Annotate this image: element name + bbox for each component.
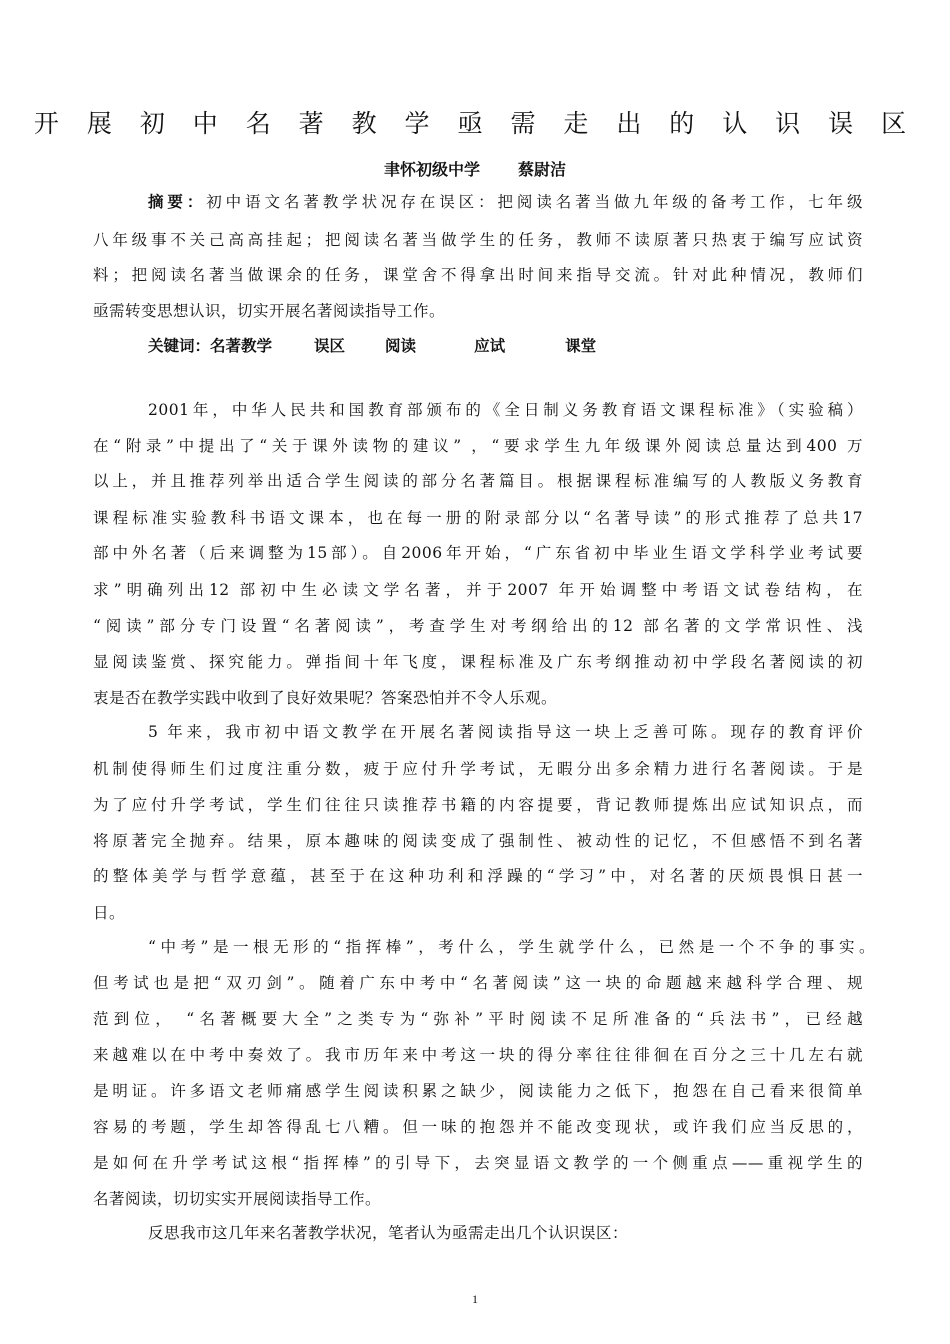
abstract-text: 初中语文名著教学状况存在误区：把阅读名著当做九年级的备考工作，七年级 [206, 193, 863, 211]
abstract-line [148, 192, 863, 212]
author-line [0, 157, 950, 180]
keyword: 课堂 [565, 337, 597, 355]
keyword: 应试 [474, 337, 506, 355]
body-line: 是如何在升学考试这根“指挥棒”的引导下，去突显语文教学的一个侧重点——重视学生的 [93, 1154, 863, 1172]
keyword: 误区 [314, 337, 346, 355]
body-line: 衷是否在教学实践中收到了良好效果呢？答案恐怕并不令人乐观。 [93, 689, 558, 707]
body-line: 是明证。许多语文老师痛感学生阅读积累之缺少，阅读能力之低下，抱怨在自己看来很简单 [93, 1082, 863, 1100]
keyword: 阅读 [385, 337, 417, 355]
body-line: 将原著完全抛弃。结果，原本趣味的阅读变成了强制性、被动性的记忆，不但感悟不到名著 [93, 832, 863, 850]
page-number: 1 [472, 1292, 478, 1306]
keyword: 名著教学 [210, 337, 273, 355]
author-school: 聿怀初级中学 [383, 160, 480, 179]
body-line: 容易的考题，学生却答得乱七八糟。但一味的抱怨并不能改变现状，或许我们应当反思的， [93, 1118, 863, 1136]
body-line: “中考”是一根无形的“指挥棒”，考什么，学生就学什么，已然是一个不争的事实。 [148, 938, 875, 956]
keywords-line [148, 334, 596, 356]
abstract-line: 亟需转变思想认识，切实开展名著阅读指导工作。 [93, 302, 446, 320]
body-line: 机制使得师生们过度注重分数，疲于应付升学考试，无暇分出多余精力进行名著阅读。于是 [93, 760, 863, 778]
body-line: 求”明确列出12 部初中生必读文学名著，并于2007 年开始调整中考语文试卷结构，在 [93, 581, 863, 599]
body-line: 部中外名著（后来调整为15部）。自2006年开始，“广东省初中毕业生语文学科学业考试要 [93, 544, 863, 562]
body-line: “阅读”部分专门设置“名著阅读”，考查学生对考纲给出的12 部名著的文学常识性、浅 [93, 617, 863, 635]
body-line: 为了应付升学考试，学生们往往只读推荐书籍的内容提要，背记教师提炼出应试知识点，而 [93, 796, 863, 814]
body-line: 但考试也是把“双刃剑”。随着广东中考中“名著阅读”这一块的命题越来越科学合理、规 [93, 974, 863, 992]
abstract-line: 料；把阅读名著当做课余的任务，课堂舍不得拿出时间来指导交流。针对此种情况，教师们 [93, 266, 863, 284]
body-line: 反思我市这几年来名著教学状况，笔者认为亟需走出几个认识误区： [148, 1224, 629, 1242]
abstract-line: 八年级事不关己高高挂起；把阅读名著当做学生的任务，教师不读原著只热衷于编写应试资 [93, 231, 863, 249]
body-line: 以上，并且推荐列举出适合学生阅读的部分名著篇目。根据课程标准编写的人教版义务教育 [93, 472, 863, 490]
body-line: 来越难以在中考中奏效了。我市历年来中考这一块的得分率往往徘徊在百分之三十几左右就 [93, 1046, 863, 1064]
body-line: 日。 [93, 904, 126, 922]
body-line: 在“附录”中提出了“关于课外读物的建议” ，“要求学生九年级课外阅读总量达到400 万 [93, 437, 863, 455]
document-title: 开 展 初 中 名 著 教 学 亟 需 走 出 的 认 识 误 区 [33, 109, 917, 138]
keywords-label: 关键词： [148, 337, 211, 355]
body-line: 5 年来，我市初中语文教学在开展名著阅读指导这一块上乏善可陈。现存的教育评价 [148, 723, 863, 741]
body-line: 显阅读鉴赏、探究能力。弹指间十年飞度，课程标准及广东考纲推动初中学段名著阅读的初 [93, 653, 863, 671]
body-line: 的整体美学与哲学意蕴，甚至于在这种功利和浮躁的“学习”中，对名著的厌烦畏惧日甚一 [93, 867, 863, 885]
abstract-label: 摘要： [148, 193, 207, 211]
body-line: 2001年，中华人民共和国教育部颁布的《全日制义务教育语文课程标准》（实验稿） [148, 401, 863, 419]
body-line: 课程标准实验教科书语文课本，也在每一册的附录部分以“名著导读”的形式推荐了总共17 [93, 509, 863, 527]
body-line: 范到位， “名著概要大全”之类专为“弥补”平时阅读不足所准备的“兵法书”，已经越 [93, 1010, 863, 1028]
body-line: 名著阅读，切切实实开展阅读指导工作。 [93, 1190, 382, 1208]
author-name: 蔡尉洁 [518, 160, 567, 179]
